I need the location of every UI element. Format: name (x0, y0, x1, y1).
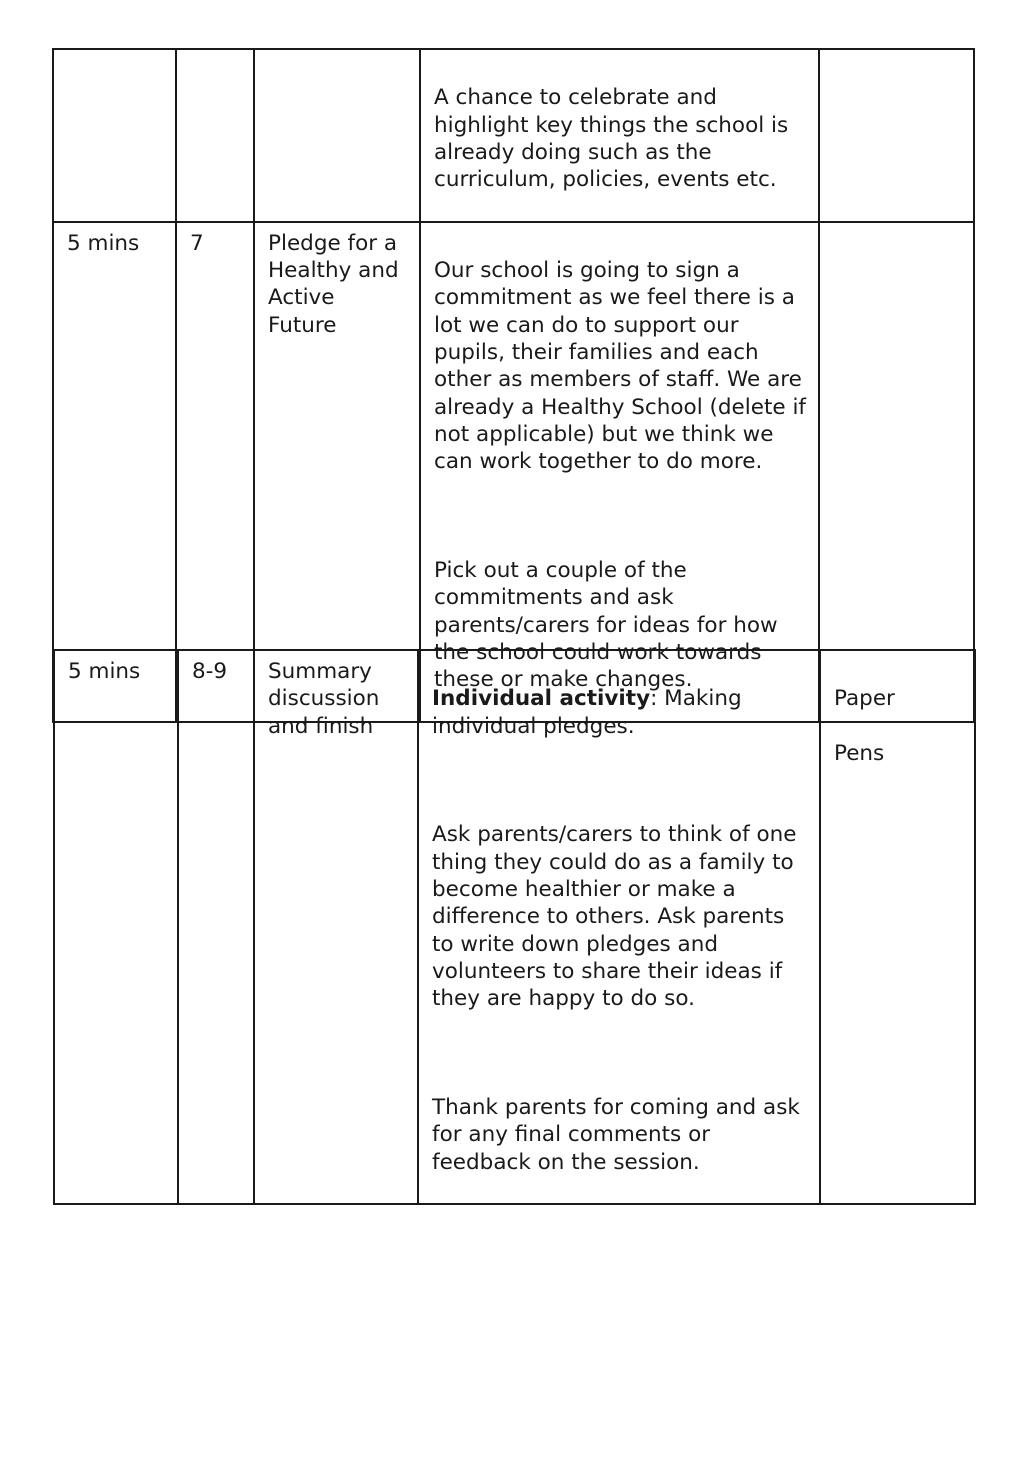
cell-slide (178, 650, 254, 1204)
resource-item: Paper (834, 686, 895, 712)
summary-bold-lead: Individual activity (432, 686, 651, 712)
cell-description (418, 650, 820, 1204)
cell-resources (820, 650, 975, 1204)
summary-time: 5 mins (68, 659, 141, 684)
cell-slide (176, 49, 254, 222)
cell-activity (254, 650, 418, 1204)
cell-time (53, 222, 176, 722)
summary-activity: Summary discussion and finish (268, 659, 380, 739)
session-plan-table-top (52, 48, 975, 723)
summary-description-p2: Ask parents/carers to think of one thing they could do as a family to become healthier or make a difference to others. Ask parents to write down pledges and volunteers to share their ideas if they are happy to do so. (432, 822, 797, 1012)
summary-slide: 8-9 (192, 659, 228, 684)
cell-resources (819, 222, 974, 722)
pledge-slide: 7 (190, 230, 204, 256)
pledge-description-p1: Our school is going to sign a commitment as we feel there is a lot we can do to support our pupils, their families and each other as members of staff. We are already a Healthy School (delete if not applicable) but we think we can work together to do more. (434, 258, 806, 475)
table-row-intro (53, 49, 974, 222)
cell-activity (254, 49, 420, 222)
cell-description (420, 49, 819, 222)
summary-description-p1 (432, 685, 807, 740)
cell-resources (819, 49, 974, 222)
paragraph-gap (432, 1040, 807, 1067)
cell-description (420, 222, 819, 722)
paragraph-gap (434, 503, 806, 530)
cell-activity (254, 222, 420, 722)
pledge-description-p2: Pick out a couple of the commitments and ask parents/carers for ideas for how the school could work towards these or make changes. (434, 558, 778, 693)
pledge-activity: Pledge for a Healthy and Active Future (268, 230, 399, 338)
summary-lead-rest: : Making individual pledges. (432, 686, 742, 739)
table-row-pledge (53, 222, 974, 722)
table-row-summary (54, 650, 975, 1204)
summary-description-p3: Thank parents for coming and ask for any final comments or feedback on the session. (432, 1095, 800, 1175)
cell-time (54, 650, 178, 1204)
pledge-time: 5 mins (67, 230, 140, 256)
paragraph-gap (432, 767, 807, 794)
cell-time (53, 49, 176, 222)
cell-slide (176, 222, 254, 722)
session-plan-table-bottom (53, 649, 976, 1205)
intro-description: A chance to celebrate and highlight key things the school is already doing such as the curriculum, policies, events etc. (434, 85, 789, 193)
resource-item: Pens (834, 740, 885, 766)
